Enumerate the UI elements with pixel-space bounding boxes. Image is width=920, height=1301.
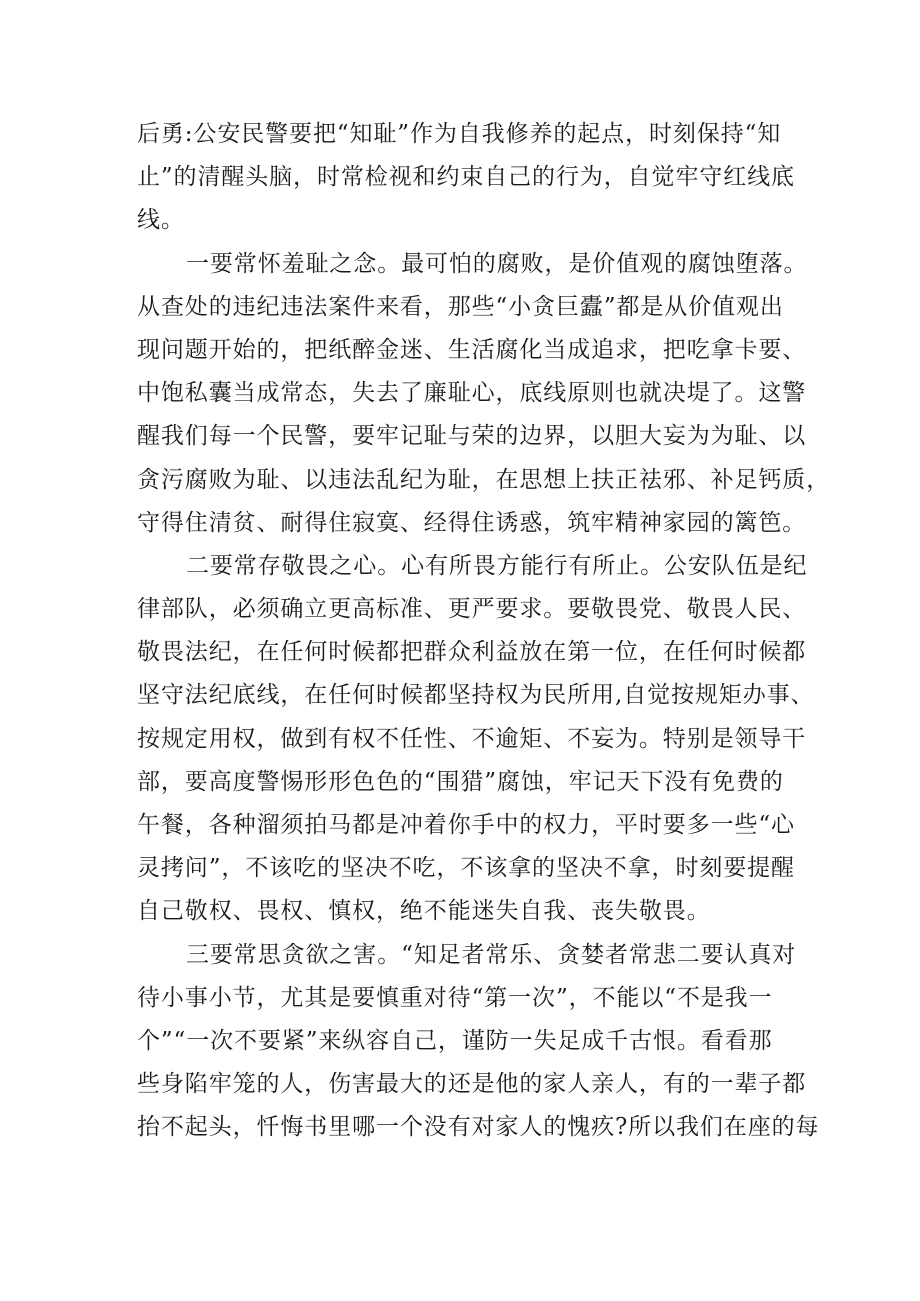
text-line: 止”的清醒头脑，时常检视和约束自己的行为，自觉牢守红线底 xyxy=(137,164,795,191)
text-line: 守得住清贫、耐得住寂寞、经得住诱惑，筑牢精神家园的篱笆。 xyxy=(137,509,807,536)
text-line: 待小事小节，尤其是要慎重对待“第一次”，不能以“不是我一 xyxy=(137,984,773,1011)
text-line: 敬畏法纪，在任何时候都把群众利益放在第一位，在任何时候都 xyxy=(137,639,807,666)
text-line: 律部队，必须确立更高标准、更严要求。要敬畏党、敬畏人民、 xyxy=(137,596,807,623)
paragraph-heading-line: 三要常思贪欲之害。“知足者常乐、贪婪者常悲二要认真对 xyxy=(186,941,797,968)
paragraph-heading-line: 二要常存敬畏之心。心有所畏方能行有所止。公安队伍是纪 xyxy=(186,552,808,579)
text-line: 中饱私囊当成常态，失去了廉耻心，底线原则也就决堤了。这警 xyxy=(137,380,807,407)
text-line: 贪污腐败为耻、以违法乱纪为耻，在思想上扶正祛邪、补足钙质， xyxy=(137,466,831,493)
text-line: 后勇:公安民警要把“知耻”作为自我修养的起点，时刻保持“知 xyxy=(137,121,782,147)
text-line: 部，要高度警惕形形色色的“围猎”腐蚀，牢记天下没有免费的 xyxy=(137,768,784,795)
document-body xyxy=(137,113,831,1150)
text-line: 从查处的违纪违法案件来看，那些“小贪巨蠹”都是从价值观出 xyxy=(137,293,784,320)
text-line: 个”“一次不要紧”来纵容自己，谨防一失足成千古恨。看看那 xyxy=(137,1027,773,1054)
text-line: 灵拷问”，不该吃的坚决不吃，不该拿的坚决不拿，时刻要提醒 xyxy=(137,855,795,882)
text-line: 午餐，各种溜须拍马都是冲着你手中的权力，平时要多一些“心 xyxy=(137,812,795,838)
text-line: 醒我们每一个民警，要牢记耻与荣的边界，以胆大妄为为耻、以 xyxy=(137,423,807,450)
text-line: 坚守法纪底线，在任何时候都坚持权为民所用,自觉按规矩办事、 xyxy=(137,682,815,709)
text-line: 按规定用权，做到有权不任性、不逾矩、不妄为。特别是领导干 xyxy=(137,725,807,752)
text-line: 自己敬权、畏权、慎权，绝不能迷失自我、丧失敬畏。 xyxy=(137,898,711,925)
text-line: 现问题开始的，把纸醉金迷、生活腐化当成追求，把吃拿卡要、 xyxy=(137,336,807,363)
paragraph-heading-line: 一要常怀羞耻之念。最可怕的腐败，是价值观的腐蚀堕落。 xyxy=(186,250,808,277)
text-line: 线。 xyxy=(137,207,185,234)
text-line: 些身陷牢笼的人，伤害最大的还是他的家人亲人，有的一辈子都 xyxy=(137,1071,807,1098)
text-line: 抬不起头，忏悔书里哪一个没有对家人的愧疚?所以我们在座的每 xyxy=(137,1114,820,1141)
